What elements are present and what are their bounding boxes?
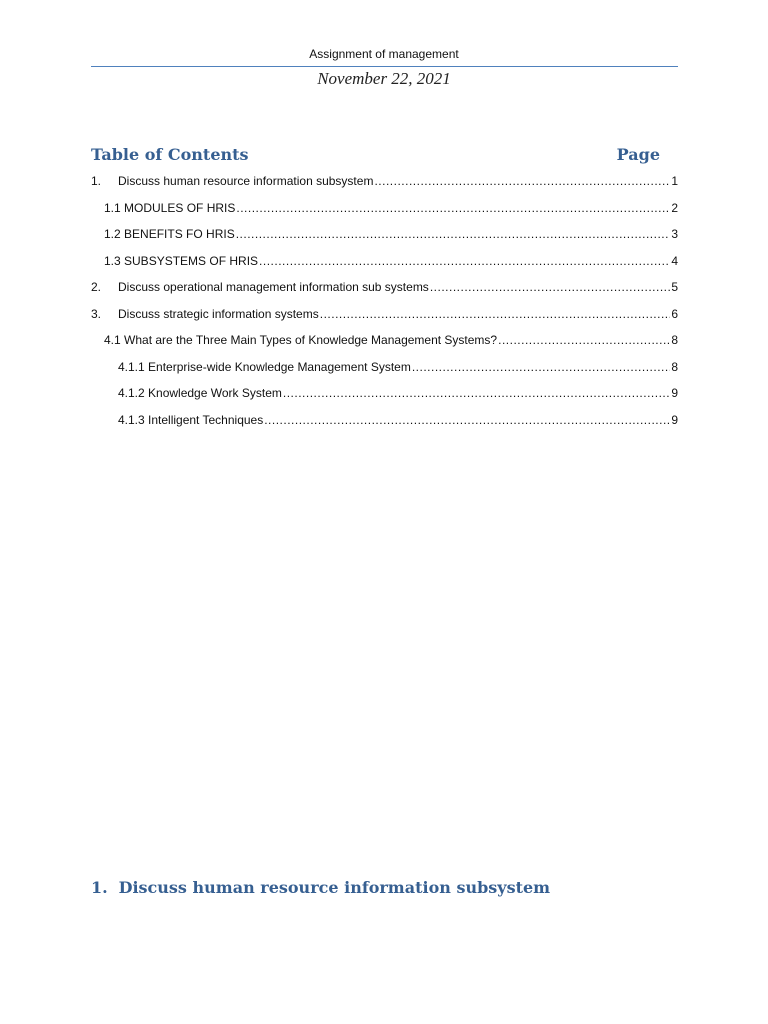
toc-entry-page: 3 (671, 227, 678, 242)
toc-entry-page: 2 (671, 200, 678, 215)
toc-entry-text: 1.1 MODULES OF HRIS (104, 200, 236, 215)
toc-entry-text: 4.1.2 Knowledge Work System (118, 386, 282, 401)
toc-entry-text: 4.1 What are the Three Main Types of Knowledge Management Systems? (104, 333, 498, 348)
toc-entry-text: Discuss operational management information sub systems (118, 280, 429, 295)
toc-entry-text: 1.3 SUBSYSTEMS OF HRIS (104, 253, 259, 268)
toc-entry-page: 8 (671, 333, 678, 348)
page-header-title: Assignment of management (309, 47, 459, 61)
toc-entry[interactable] (91, 195, 678, 222)
section-number: 1. (91, 878, 108, 897)
toc-entry[interactable] (91, 327, 678, 354)
toc-leader (498, 333, 670, 347)
toc-entry[interactable] (91, 168, 678, 195)
toc-heading (91, 145, 660, 164)
toc-entry-page: 5 (671, 280, 678, 295)
toc-entry-page: 9 (671, 386, 678, 401)
toc-entry-page: 1 (671, 174, 678, 189)
header-divider (91, 66, 678, 67)
toc-leader (236, 227, 671, 241)
toc-entry[interactable] (91, 354, 678, 381)
toc-leader (412, 360, 670, 374)
toc-entry-page: 9 (671, 412, 678, 427)
header-date: November 22, 2021 (317, 69, 451, 88)
toc-entry-page: 4 (671, 253, 678, 268)
toc-leader (430, 280, 671, 294)
toc-entry-page: 6 (671, 306, 678, 321)
toc-entry-number: 3. (91, 306, 102, 321)
toc-entry-number: 1. (91, 174, 102, 189)
toc-entry-page: 8 (671, 359, 678, 374)
toc-entry-text: 1.2 BENEFITS FO HRIS (104, 227, 235, 242)
toc-entry-text: Discuss human resource information subsystem (118, 174, 374, 189)
toc-leader (259, 254, 670, 268)
toc-entry-text: 4.1.3 Intelligent Techniques (118, 412, 264, 427)
toc-entry[interactable] (91, 221, 678, 248)
toc-list (91, 168, 678, 433)
toc-leader (264, 413, 670, 427)
toc-entry-text: Discuss strategic information systems (118, 306, 319, 321)
toc-entry[interactable] (91, 248, 678, 275)
toc-leader (374, 174, 670, 188)
section-title: Discuss human resource information subsystem (118, 878, 551, 897)
toc-entry-number: 2. (91, 280, 102, 295)
toc-entry[interactable] (91, 407, 678, 434)
toc-entry-text: 4.1.1 Enterprise-wide Knowledge Management System (118, 359, 411, 374)
toc-title: Table of Contents (91, 145, 249, 164)
toc-entry[interactable] (91, 274, 678, 301)
toc-entry[interactable] (91, 301, 678, 328)
toc-page-label: Page (616, 145, 660, 164)
section-heading (91, 878, 550, 897)
toc-entry[interactable] (91, 380, 678, 407)
toc-leader (320, 307, 671, 321)
toc-leader (236, 201, 670, 215)
toc-leader (283, 386, 670, 400)
